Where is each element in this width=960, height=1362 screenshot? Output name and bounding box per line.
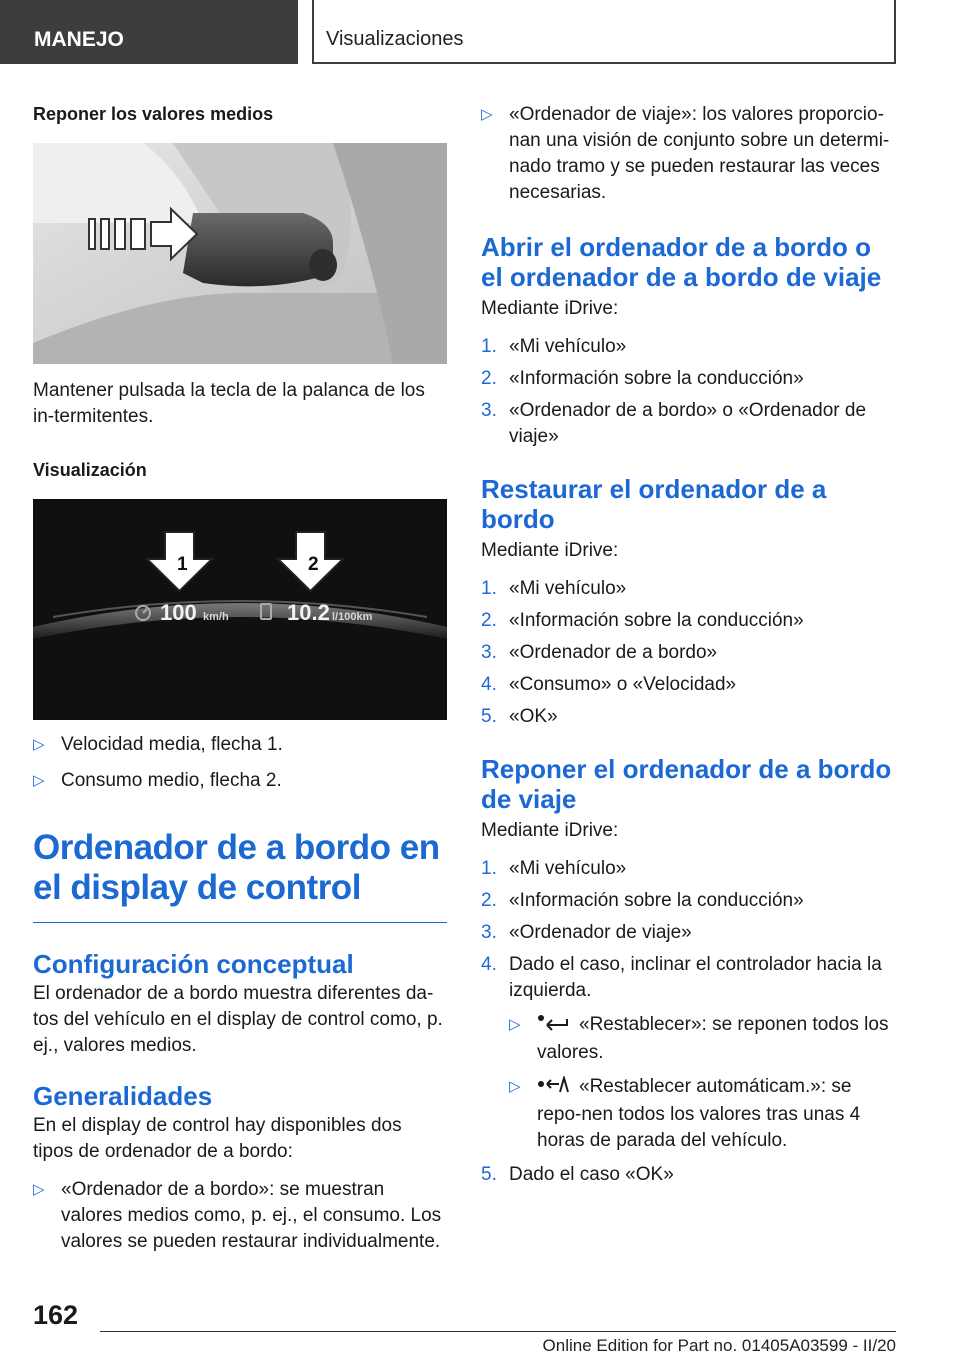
step-item: 2. «Información sobre la conducción» <box>481 610 804 631</box>
edition-footer: Online Edition for Part no. 01405A03599 - II/20 <box>542 1336 896 1355</box>
step-item: 4. Dado el caso, inclinar el controlador hacia la izquierda. ▷ «Restablecer»: se reponen todos los valores. ▷ «Restablecer automáticam.»: se repo-nen todos los valores tras unas 4 horas de parada del vehículo. <box>481 952 895 1154</box>
step-item: 5. Dado el caso «OK» <box>481 1164 674 1185</box>
stalk-illustration <box>33 143 447 364</box>
open-title: Abrir el ordenador de a bordo o el ordenador de a bordo de viaje <box>481 232 882 292</box>
general-text: En el display de control hay disponibles dos tipos de ordenador de a bordo: <box>33 1115 402 1162</box>
instrument-cluster-graphic <box>33 499 447 720</box>
reset-options-list <box>509 1012 895 1154</box>
step-item: 1. «Mi vehículo» <box>481 336 627 357</box>
arrow-1-label: 1 <box>177 554 188 575</box>
step-item: 3. «Ordenador de viaje» <box>481 922 692 943</box>
list-item: ▷ Consumo medio, flecha 2. <box>33 768 447 794</box>
restore-title: Restaurar el ordenador de a bordo <box>481 474 827 534</box>
consumption-unit: l/100km <box>332 611 373 623</box>
triangle-bullet-icon: ▷ <box>481 106 493 123</box>
reset-trip-intro: Mediante iDrive: <box>481 820 619 841</box>
triangle-bullet-icon: ▷ <box>33 736 45 753</box>
display-list <box>33 732 447 794</box>
step-item: 5. «OK» <box>481 706 558 727</box>
reset-arrow-icon <box>537 1014 569 1040</box>
speed-unit: km/h <box>203 611 229 623</box>
list-item: ▷ «Restablecer automáticam.»: se repo-nen todos los valores tras unas 4 horas de parada del vehículo. <box>509 1076 861 1151</box>
concept-title: Configuración conceptual <box>33 949 354 979</box>
consumption-value: 10.2 <box>287 600 330 625</box>
arrow-2-label: 2 <box>308 554 319 575</box>
reset-trip-steps <box>481 856 895 1188</box>
trip-computer-list <box>481 102 895 206</box>
auto-reset-icon <box>537 1076 569 1102</box>
chapter-rule <box>33 922 447 923</box>
list-item: ▷ «Ordenador de a bordo»: se muestran valores medios como, p. ej., el consumo. Los valores se pueden restaurar individualmente. <box>33 1179 442 1252</box>
step-item: 1. «Mi vehículo» <box>481 858 627 879</box>
triangle-bullet-icon: ▷ <box>509 1016 521 1033</box>
step-item: 2. «Información sobre la conducción» <box>481 890 804 911</box>
restore-intro: Mediante iDrive: <box>481 540 619 561</box>
triangle-bullet-icon: ▷ <box>33 772 45 789</box>
reset-instruction: Mantener pulsada la tecla de la palanca de los in-termitentes. <box>33 380 425 427</box>
list-item: ▷ Velocidad media, flecha 1. <box>33 732 447 758</box>
chapter-title: Ordenador de a bordo en el display de control <box>33 828 440 907</box>
subsection-tab: Visualizaciones <box>312 0 896 64</box>
step-item: 1. «Mi vehículo» <box>481 578 627 599</box>
step-item: 3. «Ordenador de a bordo» <box>481 642 718 663</box>
step-item: 4. «Consumo» o «Velocidad» <box>481 674 737 695</box>
triangle-bullet-icon: ▷ <box>33 1181 45 1198</box>
restore-steps <box>481 576 895 730</box>
step-item: 3. «Ordenador de a bordo» o «Ordenador de viaje» <box>481 400 867 447</box>
open-intro: Mediante iDrive: <box>481 298 619 319</box>
left-column <box>33 104 447 1255</box>
reset-title: Reponer los valores medios <box>33 104 274 124</box>
display-title: Visualización <box>33 460 147 480</box>
open-steps <box>481 334 895 450</box>
section-tab: MANEJO <box>0 0 298 64</box>
right-column <box>481 102 895 1188</box>
concept-text: El ordenador de a bordo muestra diferentes da-tos del vehículo en el display de control como, p. ej., valores medios. <box>33 983 443 1056</box>
triangle-bullet-icon: ▷ <box>509 1078 521 1095</box>
cluster-display-image <box>33 499 447 720</box>
speed-value: 100 <box>160 600 197 625</box>
list-item: ▷ «Restablecer»: se reponen todos los valores. <box>509 1014 889 1063</box>
step-item: 2. «Información sobre la conducción» <box>481 368 804 389</box>
list-item: ▷ «Ordenador de viaje»: los valores proporcio-nan una visión de conjunto sobre un determi-nado tramo y se pueden restaurar las veces necesarias. <box>481 104 890 203</box>
reset-trip-title: Reponer el ordenador de a bordo de viaje <box>481 754 892 814</box>
footer-rule <box>100 1331 896 1332</box>
turn-signal-lever-image <box>33 143 447 364</box>
page-number: 162 <box>33 1300 79 1330</box>
general-list <box>33 1177 447 1255</box>
general-title: Generalidades <box>33 1081 213 1111</box>
